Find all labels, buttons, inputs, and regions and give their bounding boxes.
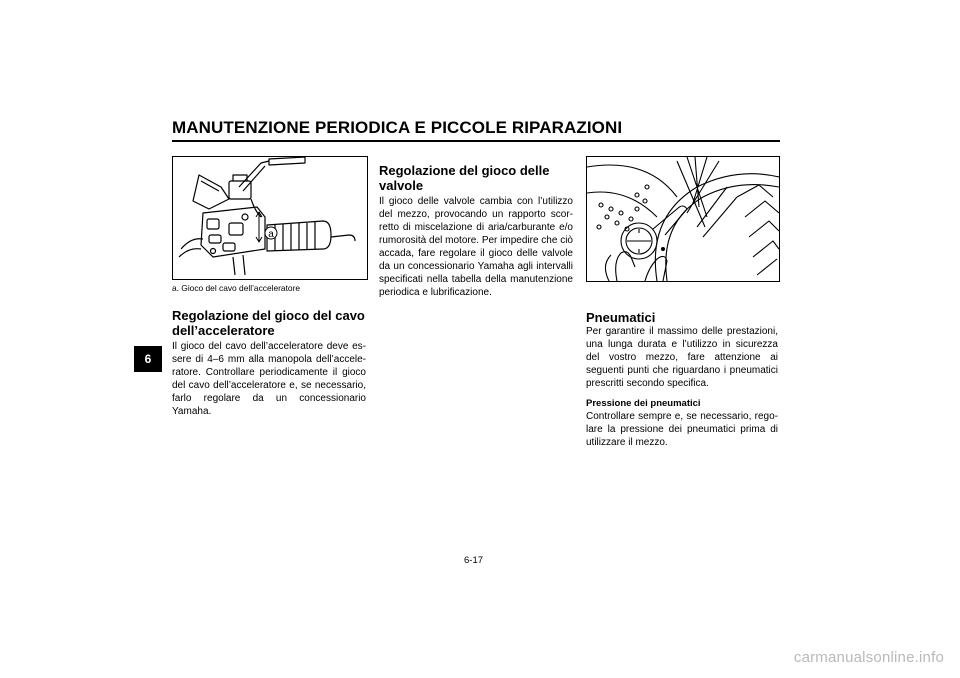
throttle-cable-figure xyxy=(172,156,368,280)
tires-body: Per garantire il massimo delle prestazioni, una lunga durata e l’utilizzo in sicurezza del vostro mezzo, fare attenzione ai seguenti punti che riguardano i pneumatici prescritti secondo specifica. xyxy=(586,326,778,389)
tire-pressure-figure xyxy=(586,156,780,282)
throttle-cable-body: Il gioco del cavo dell’acceleratore deve es- sere di 4–6 mm alla manopola dell’accele- ratore. Controllare periodicamente il gioco del cavo dell’acceleratore e, se necessario, farlo regolare da un concessionario Yamaha. xyxy=(172,341,366,417)
chapter-tab: 6 xyxy=(134,346,162,372)
valve-clearance-body: Il gioco delle valvole cambia con l’utilizzo del mezzo, provocando un rapporto scor- retto di miscelazione di aria/carburante e/o rumorosità del motore. Per impedire che ciò accada, fare regolare il gioco delle valvole da un concessionario Yamaha agli intervalli specificati nella tabella della manutenzione periodica e lubrificazione. xyxy=(379,196,573,298)
tire-pressure-body: Controllare sempre e, se necessario, rego- lare la pressione dei pneumatici prima di utilizzare il mezzo. xyxy=(586,411,778,448)
handlebar-illustration xyxy=(173,157,367,279)
tire-pressure-subheading: Pressione dei pneumatici xyxy=(586,398,701,409)
title-rule xyxy=(172,140,780,142)
page-title: MANUTENZIONE PERIODICA E PICCOLE RIPARAZIONI xyxy=(172,118,623,137)
watermark: carmanualsonline.info xyxy=(793,649,944,666)
tires-heading: Pneumatici xyxy=(586,310,656,325)
callout-label: a xyxy=(268,229,274,240)
throttle-cable-heading: Regolazione del gioco del cavo dell’acceleratore xyxy=(172,308,365,338)
page-number: 6-17 xyxy=(464,555,484,566)
valve-clearance-heading: Regolazione del gioco delle valvole xyxy=(379,163,550,193)
tire-gauge-illustration xyxy=(587,157,779,281)
throttle-figure-caption: a. Gioco del cavo dell’acceleratore xyxy=(172,283,301,293)
